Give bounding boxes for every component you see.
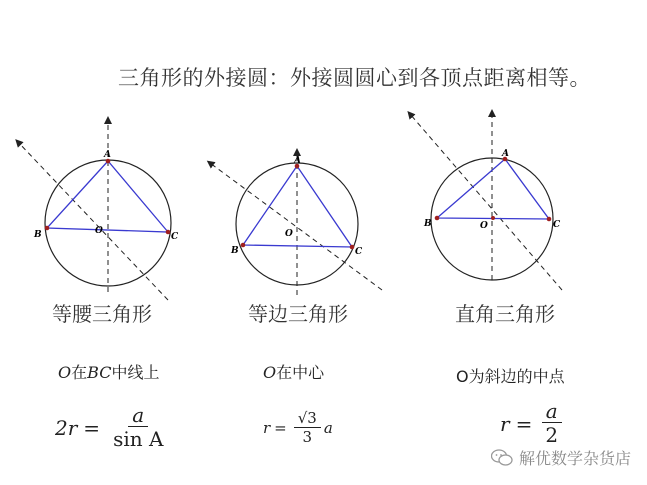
figure-equilateral: [210, 152, 382, 295]
vertex-b: [241, 243, 246, 248]
triangle: [243, 166, 352, 247]
note-isosceles: [58, 360, 159, 383]
figure-right: [410, 113, 562, 290]
note-text2: 中线上: [111, 363, 160, 382]
caption-equilateral: 等边三角形: [248, 302, 348, 326]
watermark-text: 解优数学杂货店: [518, 449, 631, 468]
label-c: C: [553, 220, 561, 230]
formula-denominator: 3: [302, 427, 313, 446]
label-b: B: [231, 246, 239, 256]
formula-lhs: r: [500, 411, 510, 436]
formula-fraction: [541, 400, 562, 447]
formula-denominator: 2: [545, 423, 559, 447]
formula-denominator: sin A: [113, 427, 164, 451]
label-a: A: [104, 150, 111, 160]
vertex-b: [45, 226, 50, 231]
formula-isosceles: [55, 404, 170, 451]
label-c: C: [355, 247, 363, 257]
formula-fraction: [109, 404, 167, 451]
label-o: O: [95, 226, 103, 236]
vertex-c: [350, 245, 355, 250]
formula-lhs: 2r: [55, 415, 78, 440]
formula-right: [500, 400, 565, 447]
formula-fraction: [294, 410, 321, 446]
caption-isosceles: 等腰三角形: [52, 302, 152, 326]
watermark: [491, 446, 631, 469]
note-text: 在: [71, 363, 88, 382]
label-o: O: [480, 221, 488, 231]
vertex-c: [547, 217, 552, 222]
label-b: B: [424, 219, 432, 229]
figure-isosceles: [18, 120, 179, 300]
note-var: O: [263, 363, 277, 382]
formula-numerator: a: [542, 400, 562, 423]
wechat-icon: [491, 449, 513, 467]
label-a: A: [294, 156, 301, 166]
formula-eq: =: [83, 415, 101, 440]
formula-numerator: √3: [294, 410, 321, 428]
circumcircle: [45, 160, 171, 286]
caption-right: 直角三角形: [455, 302, 555, 326]
vertex-b: [435, 216, 440, 221]
perpendicular-bisector-diagonal: [18, 142, 168, 300]
note-right: O为斜边的中点: [456, 367, 565, 386]
label-b: B: [34, 230, 42, 240]
label-c: C: [171, 232, 179, 242]
label-o: O: [285, 229, 293, 239]
note-text: 在中心: [276, 363, 325, 382]
label-a: A: [502, 149, 509, 159]
note-var2: BC: [87, 363, 112, 382]
note-equilateral: [263, 360, 324, 383]
formula-tail: a: [323, 418, 333, 437]
formula-eq: =: [515, 411, 533, 436]
formula-equilateral: [263, 410, 333, 446]
triangle: [437, 159, 549, 219]
vertex-c: [166, 230, 171, 235]
formula-numerator: a: [128, 404, 148, 427]
note-var: O: [58, 363, 72, 382]
formula-lhs: r: [263, 418, 271, 437]
page-title: 三角形的外接圆：外接圆圆心到各顶点距离相等。: [118, 66, 591, 90]
center-o: [491, 216, 495, 220]
formula-eq: =: [274, 418, 287, 437]
